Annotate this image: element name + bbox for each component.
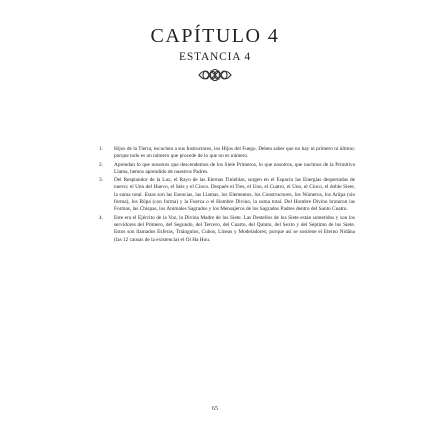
verse-number: 4. [99, 214, 103, 221]
verse-text: Del Resplandor de la Luz, el Rayo de las Eternas Tinieblas, surgen en el Espacio las Energías despertadas de nuevo; el Uno del Huevo, el Seis y el Cinco. Después el Tres, el Uno, el Cuatro, el Uno, el Cinco, el doble Siete, la suma total. Estas son las Esencias, las Llamas, los Elementos, los Constructores, los Números, los Arûpa (sin forma), los Rûpa (con forma) y la Fuerza o el Hombre Divino, la suma total. Del Hombre Divino brotaron las Formas, las Chispas, los Animales Sagrados y los Mensajeros de los Sagrados Padres dentro del Santo Cuatro. [114, 177, 355, 213]
verse-item [99, 215, 355, 244]
chapter-title: CAPÍTULO 4 [150, 25, 280, 47]
verse-text: Aprendan lo que nosotros que descendemos de los Siete Primeros, lo que nosotros, que nacimos de la Primitiva Llama, hemos aprendido de nuestros Padres. [114, 161, 355, 175]
stanza-subtitle: ESTANCIA 4 [179, 51, 251, 63]
verse-item [99, 177, 355, 213]
decorative-knot-icon [197, 68, 233, 82]
verse-item [99, 146, 355, 161]
verse-text: Este era el Ejército de la Voz, la Divina Madre de los Siete. Las Destellos de los Siete están sometidos y son los servidores del Primero, del Segundo, del Tercero, del Cuarto, del Quinto, del Sexto y del Séptimo de los Siete. Estos son llamados Esferas, Triángulos, Cubos, Líneas y Modeladores; porque así se sostiene el Eterno Nidâna (las 12 causas de la existencia) el Oi Ha Hou. [114, 214, 355, 243]
verse-number: 3. [99, 177, 103, 184]
verse-item [99, 162, 355, 177]
page-number: 65 [212, 406, 218, 412]
verse-number: 2. [99, 161, 103, 168]
verse-number: 1. [99, 146, 103, 152]
verse-text: Hijos de la Tierra, escuchen a sus Instructores, los Hijos del Fuego. Deben saber que no hay ni primero ni último; porque todo es un número que procede de lo que no es número. [114, 146, 355, 160]
stanza-verses [99, 146, 355, 245]
